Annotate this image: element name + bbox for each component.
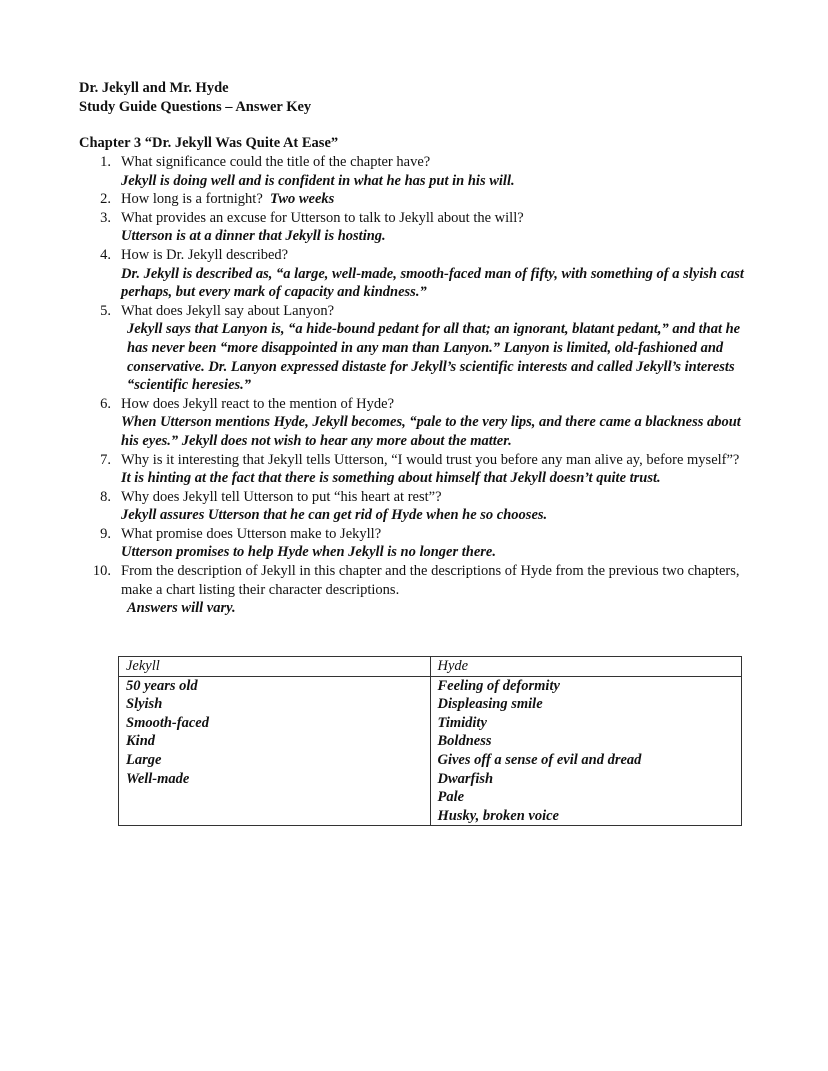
question-item-5 xyxy=(79,302,759,395)
character-chart xyxy=(118,656,742,826)
question-text: Why does Jekyll tell Utterson to put “his heart at rest”? xyxy=(121,488,442,505)
answer-text: Utterson is at a dinner that Jekyll is hosting. xyxy=(121,228,386,245)
hyde-trait: Pale xyxy=(437,789,465,806)
hyde-traits-cell xyxy=(430,676,742,826)
question-number: 7. xyxy=(100,451,111,468)
question-text: Why is it interesting that Jekyll tells Utterson, “I would trust you before any man alive ay, before myself”? xyxy=(121,451,740,468)
hyde-header-cell xyxy=(430,657,742,677)
question-number: 10. xyxy=(92,563,111,580)
question-item-7 xyxy=(79,451,759,488)
question-text: What provides an excuse for Utterson to talk to Jekyll about the will? xyxy=(121,209,524,226)
question-number: 3. xyxy=(100,209,111,226)
question-number: 1. xyxy=(100,154,111,170)
question-number: 8. xyxy=(100,488,111,505)
question-item-9 xyxy=(79,525,759,562)
hyde-trait: Husky, broken voice xyxy=(437,807,559,824)
hyde-header: Hyde xyxy=(437,658,469,674)
document-title xyxy=(79,79,311,116)
hyde-trait: Boldness xyxy=(437,733,492,750)
question-item-8 xyxy=(79,488,759,525)
answer-text: When Utterson mentions Hyde, Jekyll becomes, “pale to the very lips, and there came a blackness about his eyes.” Jekyll does not wish to hear any more about the matter. xyxy=(121,414,741,449)
question-text: What significance could the title of the chapter have? xyxy=(121,154,431,170)
question-number: 2. xyxy=(100,191,111,208)
question-number: 5. xyxy=(100,302,111,319)
question-number: 4. xyxy=(100,246,111,263)
jekyll-trait: Slyish xyxy=(126,696,163,713)
jekyll-trait: Large xyxy=(126,751,162,768)
hyde-trait: Dwarfish xyxy=(437,770,494,787)
jekyll-trait: Smooth-faced xyxy=(126,714,209,731)
jekyll-traits-cell xyxy=(119,676,431,826)
question-item-4 xyxy=(79,246,759,302)
jekyll-header: Jekyll xyxy=(126,658,160,674)
answer-text: Jekyll says that Lanyon is, “a hide-bound pedant for all that; an ignorant, blatant pedant,” and that he has never been “more disappointed in any man than Lanyon.” Lanyon is limited, old-fashioned and conservative. Dr. Lanyon expressed distaste for Jekyll’s scientific interests and called Jekyll’s interests “scientific heresies.” xyxy=(127,321,741,394)
question-item-3 xyxy=(79,209,759,246)
answer-text: Jekyll assures Utterson that he can get rid of Hyde when he so chooses. xyxy=(121,507,548,524)
hyde-trait: Gives off a sense of evil and dread xyxy=(437,751,642,768)
question-number: 6. xyxy=(100,395,111,412)
answer-text: Two weeks xyxy=(270,191,335,208)
question-text: What promise does Utterson make to Jekyll? xyxy=(121,525,382,542)
question-text: How does Jekyll react to the mention of Hyde? xyxy=(121,395,395,412)
jekyll-header-cell xyxy=(119,657,431,677)
chapter-heading: Chapter 3 “Dr. Jekyll Was Quite At Ease” xyxy=(79,135,339,151)
answer-text: Jekyll is doing well and is confident in what he has put in his will. xyxy=(121,172,515,189)
answer-text: It is hinting at the fact that there is something about himself that Jekyll doesn’t quite trust. xyxy=(121,470,661,487)
question-item-2 xyxy=(79,190,759,209)
title-line-2: Study Guide Questions – Answer Key xyxy=(79,98,312,115)
chart-header-row xyxy=(119,657,742,677)
answer-text: Utterson promises to help Hyde when Jekyll is no longer there. xyxy=(121,544,496,561)
question-text: How is Dr. Jekyll described? xyxy=(121,246,289,263)
answer-text: Answers will vary. xyxy=(127,600,236,617)
jekyll-trait: 50 years old xyxy=(126,677,198,694)
hyde-trait: Displeasing smile xyxy=(437,696,543,713)
jekyll-trait: Kind xyxy=(126,733,156,750)
question-text: What does Jekyll say about Lanyon? xyxy=(121,302,335,319)
question-item-1 xyxy=(79,153,759,190)
chart-body-row xyxy=(119,676,742,826)
jekyll-trait: Well-made xyxy=(126,770,190,787)
answer-text: Dr. Jekyll is described as, “a large, well-made, smooth-faced man of fifty, with something of a slyish cast perhaps, but every mark of capacity and kindness.” xyxy=(121,265,744,301)
question-text: From the description of Jekyll in this chapter and the descriptions of Hyde from the previous two chapters, make a chart listing their character descriptions. xyxy=(121,563,740,598)
question-number: 9. xyxy=(100,525,111,542)
title-line-1: Dr. Jekyll and Mr. Hyde xyxy=(79,80,229,96)
question-item-10 xyxy=(79,562,759,618)
hyde-trait: Feeling of deformity xyxy=(437,677,560,694)
question-text: How long is a fortnight? xyxy=(121,191,263,208)
question-list xyxy=(79,153,759,618)
hyde-trait: Timidity xyxy=(437,714,487,731)
question-item-6 xyxy=(79,395,759,451)
